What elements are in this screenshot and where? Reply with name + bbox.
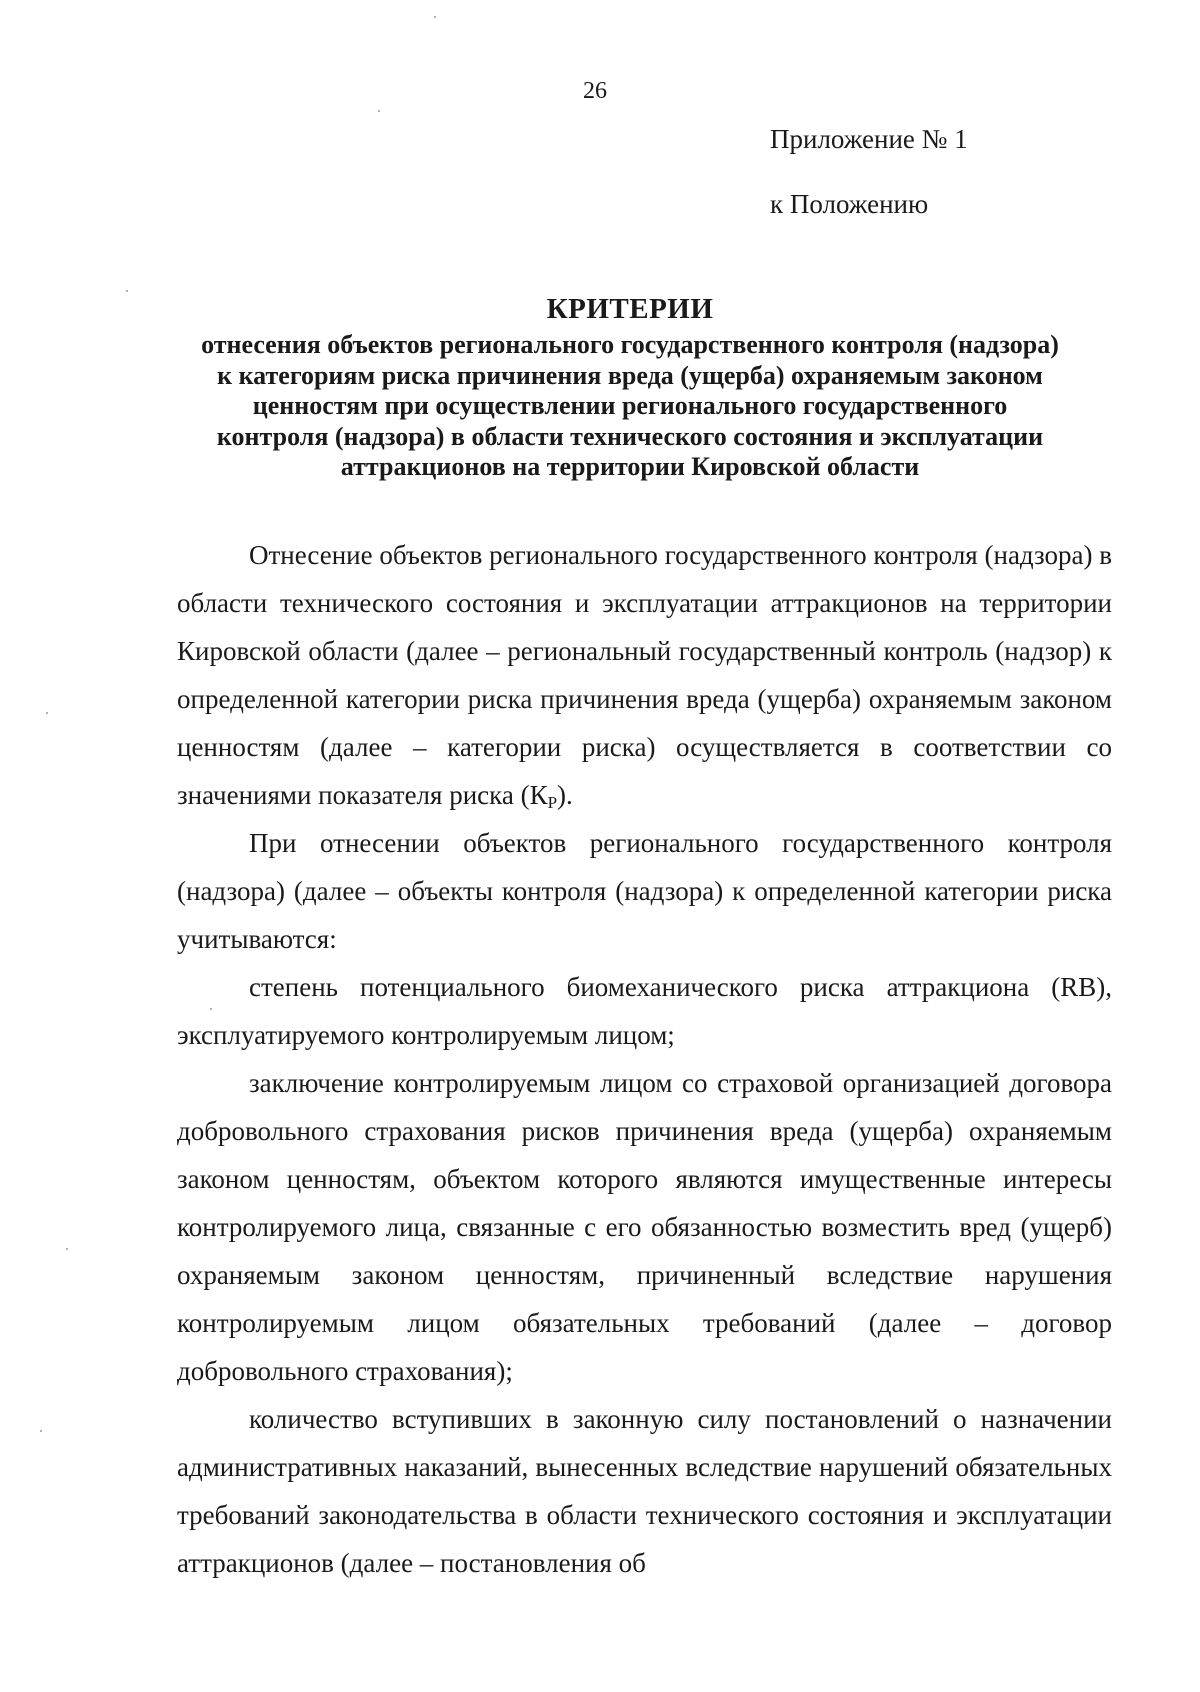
paragraph-biomechanical-risk: степень потенциального биомеханического риска аттракциона (RB), эксплуатируемого контролируемым лицом; [177,972,1112,1050]
scan-speck [378,110,380,112]
paragraph-insurance-contract: заключение контролируемым лицом со страховой организацией договора добровольного страхования рисков причинения вреда (ущерба) охраняемым законом ценностям, объектом которого являются имущественные интересы контролируемого лица, связанные с его обязанностью возместить вред (ущерб) охраняемым законом ценностям, причиненный вследствие нарушения контролируемым лицом обязательных требований (далее – договор добровольного страхования); [177,1068,1112,1386]
subtitle-line: к категориям риска причинения вреда (ущерба) охраняемым законом [217,360,1043,390]
subtitle-line: контроля (надзора) в области технического состояния и эксплуатации [216,421,1044,451]
subtitle-line: отнесения объектов регионального государственного контроля (надзора) [201,330,1059,359]
subtitle-line: аттракционов на территории Кировской области [340,452,920,481]
document-body [177,531,1112,1587]
paragraph-end: ). [557,780,573,810]
scan-speck [210,1008,212,1010]
page-number: 26 [583,78,607,104]
appendix-reference: к Положению [770,189,929,219]
title-block [150,292,1110,483]
scan-speck [46,712,48,714]
document-title: КРИТЕРИИ [546,293,714,325]
appendix-label: Приложение № 1 [770,124,968,154]
paragraph-risk-assignment [177,531,1112,819]
scan-speck [66,1248,68,1250]
scan-speck [126,290,128,292]
scan-speck [434,16,436,18]
document-subtitle [150,330,1110,483]
paragraph-penalties-count: количество вступивших в законную силу постановлений о назначении административных наказаний, вынесенных вследствие нарушений обязательных требований законодательства в области технического состояния и эксплуатации аттракционов (далее – постановления об [177,1404,1112,1578]
risk-index-subscript: Р [547,793,558,812]
subtitle-line: ценностям при осуществлении регионального государственного [252,391,1008,420]
scan-speck [40,1430,42,1432]
paragraph-criteria-intro: При отнесении объектов регионального государственного контроля (надзора) (далее – объекты контроля (надзора) к определенной категории риска учитываются: [177,828,1112,954]
paragraph-text: Отнесение объектов регионального государственного контроля (надзора) в области технического состояния и эксплуатации аттракционов на территории Кировской области (далее – региональный государственный контроль (надзор) к определенной категории риска причинения вреда (ущерба) охраняемым законом ценностям (далее – категории риска) осуществляется в соответствии со значениями показателя риска (К [177,540,1112,810]
